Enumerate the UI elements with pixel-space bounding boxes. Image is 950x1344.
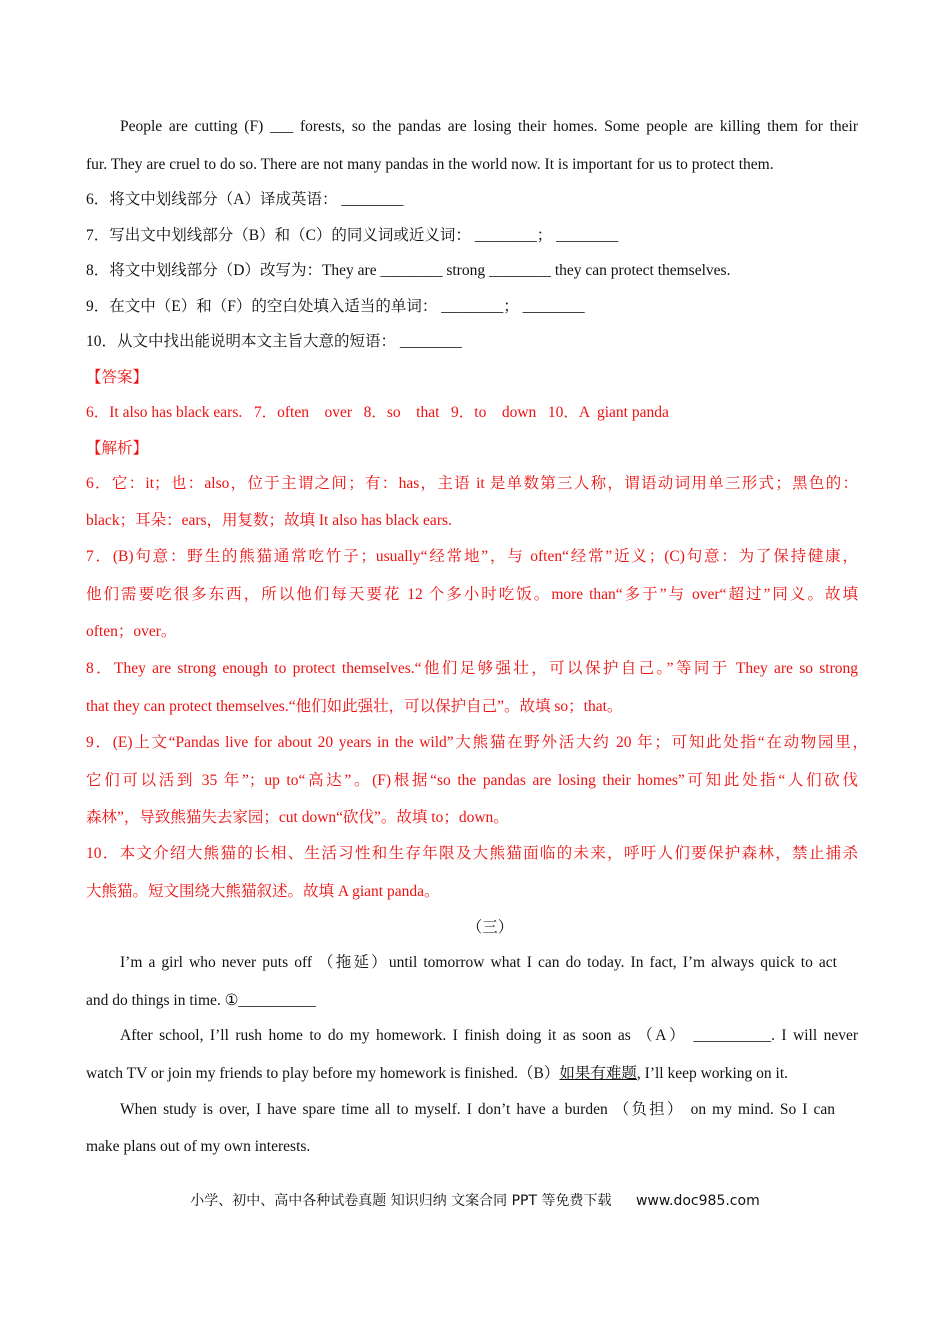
passage-line: make plans out of my own interests. <box>86 1138 311 1155</box>
question-6: 6．将文中划线部分（A）译成英语： ________ <box>86 191 404 208</box>
analysis-line: 他们需要吃很多东西，所以他们每天要花 12 个多小时吃饭。more than“多于”与 over“超过”同义。故填 <box>86 586 858 603</box>
page-footer <box>0 1190 950 1210</box>
footer-site-link[interactable]: www.doc985.com <box>635 1193 760 1209</box>
analysis-heading: 【解析】 <box>86 440 149 457</box>
answer-heading: 【答案】 <box>86 369 149 386</box>
passage-line: After school, I’ll rush home to do my homework. I finish doing it as soon as （A） __________. I will never <box>120 1027 858 1044</box>
passage-line: and do things in time. ①__________ <box>86 992 317 1009</box>
passage-text: watch TV or join my friends to play before my homework is finished.（B） <box>86 1065 560 1082</box>
passage-line <box>86 1063 788 1085</box>
analysis-line: 6．它：it；也：also，位于主谓之间；有：has，主语 it 是单数第三人称，谓语动词用单三形式；黑色的： <box>86 475 858 492</box>
passage-line: When study is over, I have spare time all to myself. I don’t have a burden （负担） on my mind. So I can <box>120 1101 835 1118</box>
analysis-line: 10．本文介绍大熊猫的长相、生活习性和生存年限及大熊猫面临的未来，呼吁人们要保护森林，禁止捕杀 <box>86 845 858 862</box>
question-7: 7．写出文中划线部分（B）和（C）的同义词或近义词： ________； ________ <box>86 227 619 244</box>
analysis-line: black；耳朵：ears，用复数；故填 It also has black ears. <box>86 512 452 529</box>
analysis-line: 8．They are strong enough to protect themselves.“他们足够强壮，可以保护自己。”等同于 They are so strong <box>86 660 858 677</box>
analysis-line: 森林”，导致熊猫失去家园；cut down“砍伐”。故填 to；down。 <box>86 809 509 826</box>
question-9: 9．在文中（E）和（F）的空白处填入适当的单词： ________； ________ <box>86 298 585 315</box>
question-10: 10．从文中找出能说明本文主旨大意的短语： ________ <box>86 333 462 350</box>
passage-text: , I’ll keep working on it. <box>636 1065 789 1082</box>
analysis-line: 它们可以活到 35 年”；up to“高达”。(F)根据“so the pandas are losing their homes”可知此处指“人们砍伐 <box>86 772 858 789</box>
analysis-line: that they can protect themselves.“他们如此强壮，可以保护自己”。故填 so；that。 <box>86 698 623 715</box>
analysis-line: 大熊猫。短文围绕大熊猫叙述。故填 A giant panda。 <box>86 883 440 900</box>
answer-line: 6．It also has black ears. 7．often over 8．so that 9．to down 10．A giant panda <box>86 404 669 421</box>
section-title: （三） <box>466 919 514 936</box>
footer-text: 小学、初中、高中各种试卷真题 知识归纳 文案合同 PPT 等免费下载 <box>190 1193 612 1209</box>
passage-line: People are cutting (F) ___ forests, so the pandas are losing their homes. Some people are killing them for their <box>120 118 858 135</box>
question-8: 8．将文中划线部分（D）改写为：They are ________ strong ________ they can protect themselves. <box>86 262 731 279</box>
analysis-line: 9．(E)上文“Pandas live for about 20 years in the wild”大熊猫在野外活大约 20 年；可知此处指“在动物园里， <box>86 734 868 751</box>
underlined-phrase-b: 如果有难题 <box>559 1065 637 1082</box>
analysis-line: 7．(B)句意：野生的熊猫通常吃竹子；usually“经常地”，与 often“经常”近义；(C)句意：为了保持健康， <box>86 548 858 565</box>
passage-line: fur. They are cruel to do so. There are not many pandas in the world now. It is important for us to protect them. <box>86 156 774 173</box>
passage-line: I’m a girl who never puts off （拖延）until tomorrow what I can do today. In fact, I’m always quick to act <box>120 954 837 971</box>
analysis-line: often；over。 <box>86 623 177 640</box>
